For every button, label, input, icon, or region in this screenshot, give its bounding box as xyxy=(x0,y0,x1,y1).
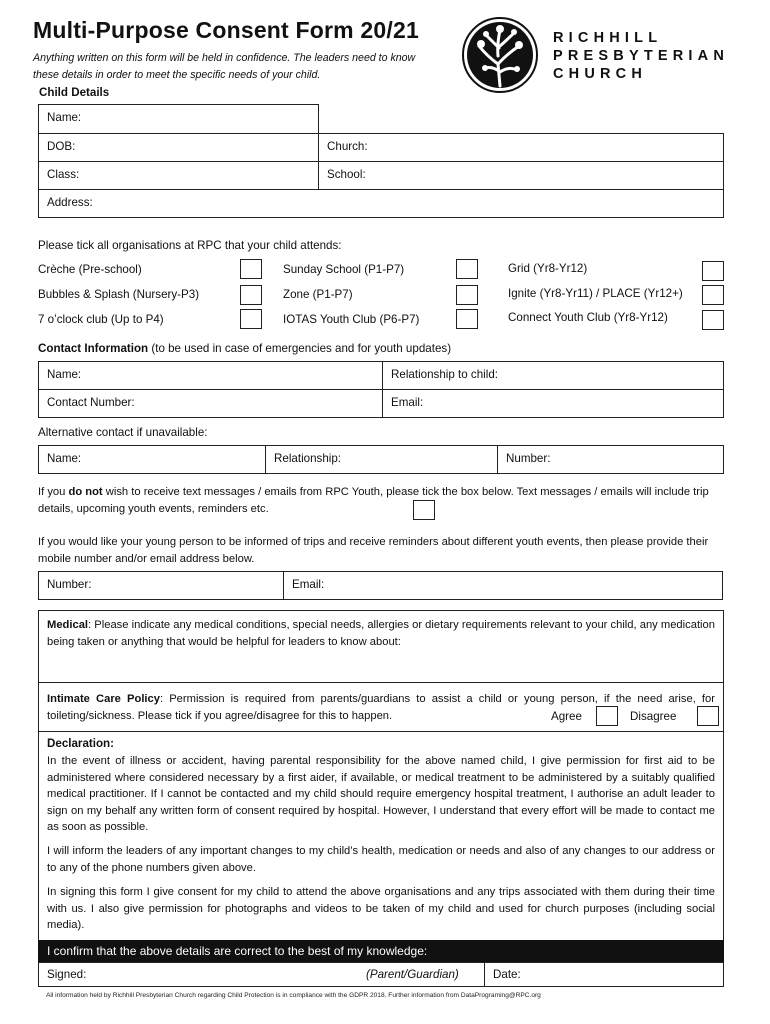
child-class-field[interactable] xyxy=(38,161,319,190)
alt-number-label: Number: xyxy=(506,452,551,465)
optout-before: If you xyxy=(38,486,69,498)
divider xyxy=(38,682,724,683)
young-person-text: If you would like your young person to be informed of trips and receive reminders about different youth events, then please provide their mobile number and/or email address below. xyxy=(38,536,709,565)
optout-checkbox[interactable] xyxy=(413,500,435,520)
child-church-label: Church: xyxy=(327,140,368,153)
org-label: Crèche (Pre-school) xyxy=(38,263,142,276)
org-label: Ignite (Yr8-Yr11) / PLACE (Yr12+) xyxy=(508,287,683,300)
contact-heading-rest: (to be used in case of emergencies and for youth updates) xyxy=(148,342,452,355)
org-label: Grid (Yr8-Yr12) xyxy=(508,262,588,275)
child-name-field[interactable] xyxy=(38,104,319,134)
contact-email-field[interactable] xyxy=(382,389,724,418)
child-address-label: Address: xyxy=(47,196,93,209)
yp-email-label: Email: xyxy=(292,578,325,591)
agree-checkbox[interactable] xyxy=(596,706,618,726)
contact-number-label: Contact Number: xyxy=(47,396,135,409)
contact-email-label: Email: xyxy=(391,396,424,409)
child-dob-field[interactable] xyxy=(38,133,319,162)
alt-name-field[interactable] xyxy=(38,445,266,474)
yp-email-field[interactable] xyxy=(283,571,723,600)
yp-number-label: Number: xyxy=(47,578,92,591)
intimate-care-description: : Permission is required from parents/guardians to assist a child or young person, if the need arise, for toileting/sickness. Please tick if you agree/disagree for this to happen. xyxy=(47,693,715,722)
org-7oclock-checkbox[interactable] xyxy=(240,309,262,329)
child-details-heading: Child Details xyxy=(39,86,110,99)
alt-name-label: Name: xyxy=(47,452,82,465)
form-title: Multi-Purpose Consent Form 20/21 xyxy=(33,17,419,43)
parent-guardian-label: (Parent/Guardian) xyxy=(366,968,459,981)
org-label: Zone (P1-P7) xyxy=(283,288,353,301)
org-zone-checkbox[interactable] xyxy=(456,285,478,305)
tree-of-life-logo-icon xyxy=(457,16,547,94)
church-line-2: PRESBYTERIAN xyxy=(553,48,729,64)
signed-label: Signed: xyxy=(47,968,87,981)
agree-label: Agree xyxy=(551,710,582,723)
child-church-field[interactable] xyxy=(318,133,724,162)
declaration-paragraph-1: In the event of illness or accident, having parental responsibility for the above named child, I give permission for first aid to be administered where considered necessary by a first aider, if available, or medical treatment to be administered by a suitably qualified medical practitioner. If I cannot be contacted and my child should require emergency hospital treatment, I authorise an adult leader to sign on my behalf any written form of consent required by hospital. However, I understand that every effort will be made to contact me as soon as possible. xyxy=(47,755,715,833)
declaration-heading: Declaration: xyxy=(47,737,115,750)
org-connect-checkbox[interactable] xyxy=(702,310,724,330)
alt-relationship-label: Relationship: xyxy=(274,452,342,465)
org-grid-checkbox[interactable] xyxy=(702,261,724,281)
contact-relationship-label: Relationship to child: xyxy=(391,368,498,381)
org-label: Bubbles & Splash (Nursery-P3) xyxy=(38,288,200,301)
org-creche-checkbox[interactable] xyxy=(240,259,262,279)
church-name xyxy=(553,29,729,83)
optout-bold: do not xyxy=(68,486,103,498)
divider xyxy=(38,731,724,732)
intro-text: Anything written on this form will be held in confidence. The leaders need to know these details in order to meet the specific needs of your child. xyxy=(33,52,416,81)
org-sunday-school-checkbox[interactable] xyxy=(456,259,478,279)
contact-heading xyxy=(38,342,451,355)
org-iotas-checkbox[interactable] xyxy=(456,309,478,329)
alt-number-field[interactable] xyxy=(497,445,724,474)
declaration-paragraph-2: I will inform the leaders of any important changes to my child’s health, medication or needs and also of any changes to our address or to any of the phone numbers given above. xyxy=(47,845,715,874)
medical-label: Medical xyxy=(47,619,89,631)
orgs-prompt: Please tick all organisations at RPC that your child attends: xyxy=(38,239,342,252)
org-label: Sunday School (P1-P7) xyxy=(283,263,405,276)
church-line-3: CHURCH xyxy=(553,66,648,82)
confirm-bar: I confirm that the above details are correct to the best of my knowledge: xyxy=(38,940,724,962)
child-address-field[interactable] xyxy=(38,189,724,218)
yp-number-field[interactable] xyxy=(38,571,284,600)
contact-number-field[interactable] xyxy=(38,389,383,418)
alt-relationship-field[interactable] xyxy=(265,445,498,474)
child-school-field[interactable] xyxy=(318,161,724,190)
optout-text xyxy=(38,484,726,517)
org-label: 7 o’clock club (Up to P4) xyxy=(38,313,164,326)
disagree-checkbox[interactable] xyxy=(697,706,719,726)
medical-text[interactable] xyxy=(47,617,715,650)
disagree-label: Disagree xyxy=(630,710,677,723)
child-name-label: Name: xyxy=(47,111,82,124)
org-label: Connect Youth Club (Yr8-Yr12) xyxy=(508,311,668,324)
org-bubbles-checkbox[interactable] xyxy=(240,285,262,305)
signed-field[interactable] xyxy=(38,962,485,987)
contact-name-field[interactable] xyxy=(38,361,383,390)
optout-after: wish to receive text messages / emails from RPC Youth, please tick the box below. Text messages / emails will include trip details, upcoming youth events, reminders etc. xyxy=(38,486,709,515)
org-ignite-checkbox[interactable] xyxy=(702,285,724,305)
declaration-paragraph-3: In signing this form I give consent for my child to attend the above organisations and any trips associated with them during their time with us. I also give permission for photographs and videos to be taken of my child and used for church purposes (including social media). xyxy=(47,886,715,931)
contact-heading-bold: Contact Information xyxy=(38,342,149,355)
church-line-1: RICHHILL xyxy=(553,30,663,46)
child-dob-label: DOB: xyxy=(47,140,76,153)
child-class-label: Class: xyxy=(47,168,80,181)
date-field[interactable] xyxy=(484,962,724,987)
medical-description: : Please indicate any medical conditions, special needs, allergies or dietary requirements relevant to your child, any medication being taken or anything that would be helpful for leaders to know about: xyxy=(47,619,715,648)
contact-relationship-field[interactable] xyxy=(382,361,724,390)
contact-name-label: Name: xyxy=(47,368,82,381)
child-school-label: School: xyxy=(327,168,366,181)
alt-contact-heading: Alternative contact if unavailable: xyxy=(38,426,208,439)
footer-note: All information held by Richhill Presbyterian Church regarding Child Protection is in compliance with the GDPR 2018. Further information from DataPrograming@RPC.org xyxy=(46,992,541,999)
intimate-care-label: Intimate Care Policy xyxy=(47,693,160,705)
org-label: IOTAS Youth Club (P6-P7) xyxy=(283,313,420,326)
date-label: Date: xyxy=(493,968,521,981)
